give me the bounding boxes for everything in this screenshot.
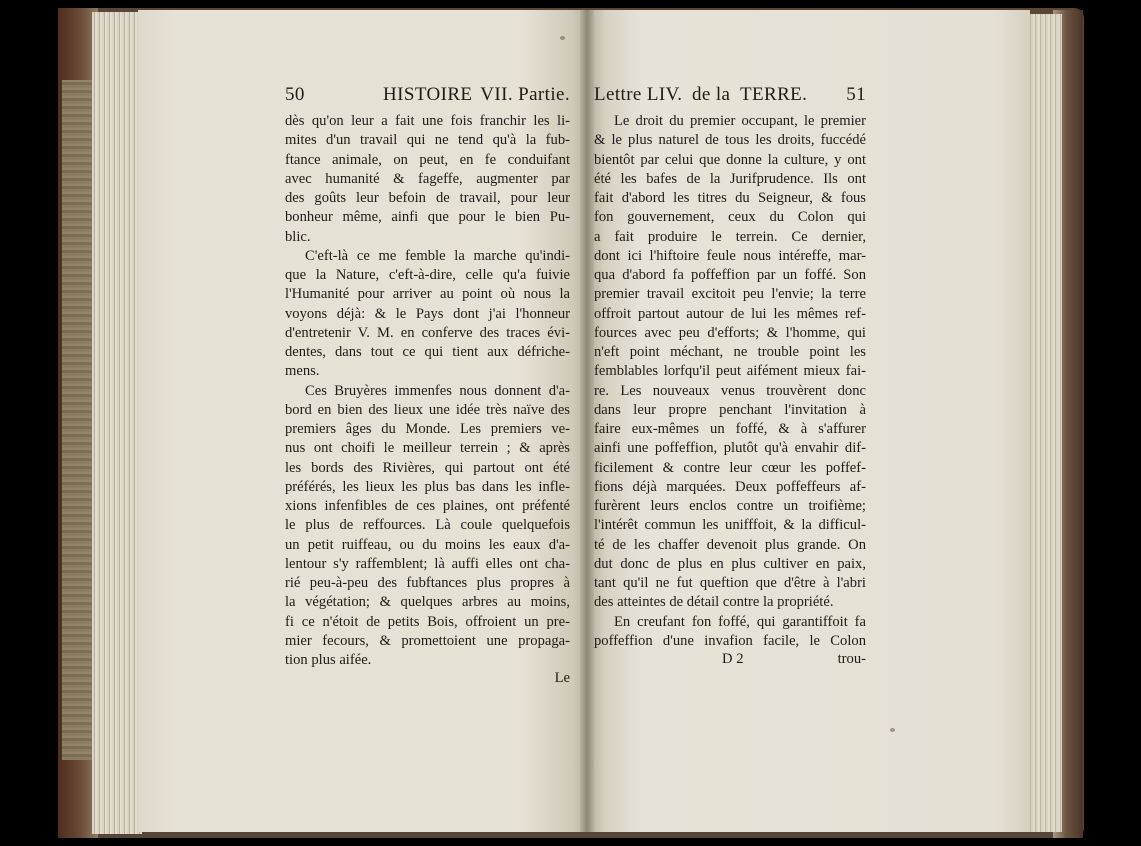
text-line: des goûts leur befoin de travail, pour leur — [285, 190, 570, 206]
text-line: fi ce n'étoit de petits Bois, offroient un pre- — [285, 613, 570, 630]
left-running-title: HISTOIRE — [383, 84, 473, 105]
right-page-footer — [594, 651, 866, 671]
left-page-footer — [285, 670, 570, 690]
text-line: préférés, les lieux les plus bas dans les infle- — [285, 478, 570, 495]
right-running-mid: de la — [692, 84, 731, 105]
left-page-text — [285, 84, 570, 690]
text-line: des atteintes de détail contre la propriété. — [594, 594, 834, 611]
text-line: dut donc de plus en plus cultiver en paix, — [594, 555, 866, 572]
text-line: d'entretenir V. M. en conferve des traces évi- — [285, 324, 570, 341]
text-line: bonheur même, ainfi que pour le bien Pu- — [285, 209, 570, 226]
text-line: fait d'abord les titres du Seigneur, & fous — [594, 190, 866, 206]
text-line: fions déjà marquées. Deux poffeffeurs af- — [594, 478, 866, 495]
text-line: ftance animale, on peut, en fe conduifant — [285, 151, 570, 168]
right-body-text — [594, 112, 866, 651]
text-line: Ces Bruyères immenfes nous donnent d'a- — [305, 382, 570, 399]
text-line: dont ici l'hiftoire feule nous intéreffe, mar- — [594, 247, 866, 264]
text-line: poffeffion d'une invafion facile, le Colon — [594, 632, 866, 649]
text-line: fources avec peu d'efforts; & l'homme, qui — [594, 324, 866, 341]
text-line: mites d'un travail qui ne tend qu'à la fub- — [285, 132, 570, 149]
left-running-part: VII. Partie. — [480, 84, 570, 105]
left-running-head — [285, 84, 570, 110]
text-line: faire eux-mêmes un foffé, & à s'affurer — [594, 421, 866, 437]
left-cover-marbling — [62, 80, 96, 760]
text-line: furèrent leurs enclos contre un troifième; — [594, 498, 866, 514]
right-running-title: TERRE. — [740, 84, 808, 105]
text-line: un petit ruiffeau, ou du moins les eaux d'a- — [285, 536, 570, 553]
text-line: té de les chaffer devenoit plus grande. On — [594, 536, 866, 553]
text-line: premiers âges du Monde. Les premiers ve- — [285, 421, 570, 437]
text-line: a fait produire le terrein. Ce dernier, — [594, 228, 866, 245]
left-page-number: 50 — [285, 84, 305, 105]
right-catchword: trou- — [837, 651, 866, 667]
text-line: lentour s'y raffemblent; là auffi elles ont cha- — [285, 555, 570, 572]
right-signature-mark: D 2 — [722, 651, 744, 667]
text-line: fon gouvernement, ceux du Colon qui — [594, 209, 866, 226]
text-line: rié peu-à-peu des fubftances plus propres à — [285, 575, 570, 591]
text-line: les bords des Rivières, qui partout ont été — [285, 459, 570, 476]
text-line: que la Nature, c'eft-à-dire, celle qu'a fuivie — [285, 267, 570, 283]
left-catchword: Le — [554, 670, 570, 687]
text-line: xions infenfibles de ces plaines, ont préfenté — [285, 498, 570, 514]
text-line: dentes, dans tout ce qui tient aux défriche- — [285, 344, 570, 360]
text-line: été les bafes de la Jurifprudence. Ils ont — [594, 170, 866, 187]
right-page-text — [594, 84, 866, 671]
text-line: avec humanité & fageffe, augmenter par — [285, 170, 570, 187]
text-line: bientôt par celui que donne la culture, y ont — [594, 151, 866, 168]
text-line: tion plus aifée. — [285, 652, 372, 668]
text-line: premier travail excitoit peu l'envie; la terre — [594, 286, 866, 303]
text-line: offroit partout autour de lui les mêmes ref- — [594, 305, 866, 322]
text-line: mier fecours, & promettoient une propaga- — [285, 632, 570, 649]
text-line: re. Les nouveaux venus trouvèrent donc — [594, 382, 866, 399]
text-line: ficilement & contre leur cœur les poffef- — [594, 459, 866, 476]
text-line: dès qu'on leur a fait une fois franchir les li- — [285, 113, 570, 129]
text-line: bord en bien des lieux une idée très naïve des — [285, 401, 570, 418]
text-line: qua d'abord fa poffeffion par un foffé. Son — [594, 267, 866, 283]
text-line: ainfi une poffeffion, plutôt qu'à envahir dif- — [594, 440, 866, 457]
paper-speck — [560, 36, 565, 40]
left-page-edges — [92, 12, 142, 834]
text-line: le plus de reffources. Là coule quelquefois — [285, 517, 570, 534]
text-line: dans leur propre penchant l'invitation à — [594, 401, 866, 418]
text-line: & le plus naturel de tous les droits, fuccédé — [594, 132, 866, 149]
text-line: femblables lorfqu'il peut aifément mieux fai- — [594, 363, 866, 380]
left-body-text — [285, 112, 570, 670]
text-line: la végétation; & quelques arbres au moins, — [285, 594, 570, 611]
text-line: voyons déjà: & le Pays dont j'ai l'honneur — [285, 305, 570, 322]
paper-speck — [890, 728, 895, 732]
right-running-letter: Lettre LIV. — [594, 84, 683, 105]
text-line: Le droit du premier occupant, le premier — [614, 113, 866, 129]
text-line: nus ont choifi le meilleur terrein ; & après — [285, 440, 570, 457]
book-gutter — [580, 10, 594, 832]
text-line: blic. — [285, 228, 311, 245]
text-line: n'eft point méchant, ne trouble point les — [594, 344, 866, 360]
text-line: l'intérêt commun les unifffoit, & la difficul- — [594, 517, 866, 534]
text-line: l'Humanité pour arriver au point où nous la — [285, 286, 570, 303]
text-line: tant qu'il ne fut queftion que d'être à l'abri — [594, 575, 866, 591]
right-page-edges — [1028, 14, 1062, 832]
right-page-number: 51 — [846, 84, 866, 105]
text-line: mens. — [285, 363, 320, 380]
text-line: En creufant fon foffé, qui garantiffoit fa — [614, 613, 866, 630]
right-running-head — [594, 84, 866, 110]
text-line: C'eft-là ce me femble la marche qu'indi- — [305, 247, 570, 264]
